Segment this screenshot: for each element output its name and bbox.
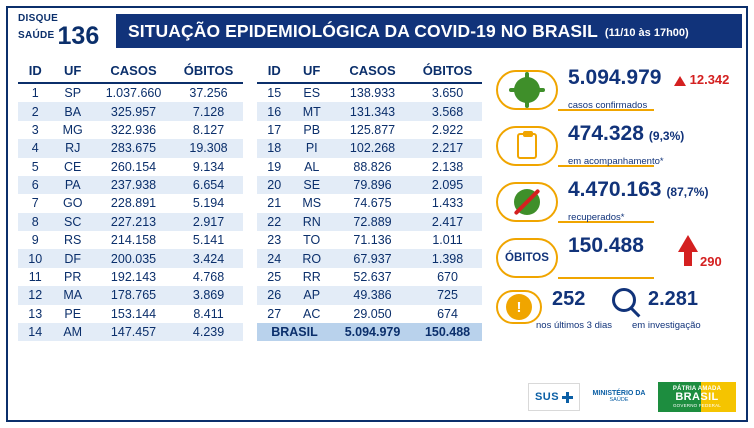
monitoring-label: em acompanhamento* — [568, 156, 664, 167]
cell-casos: 71.136 — [353, 233, 392, 248]
table-header-row — [257, 62, 482, 83]
column-header-uf: UF — [52, 62, 93, 83]
recovered-value — [568, 178, 708, 202]
last3days-value: 252 — [552, 288, 586, 310]
table-row — [257, 139, 482, 157]
magnifier-icon — [612, 288, 636, 312]
table-row — [18, 102, 243, 120]
patria-line2: BRASIL — [675, 391, 719, 404]
cell-casos: 52.637 — [353, 269, 392, 284]
patria-line1: PÁTRIA AMADA — [672, 385, 722, 392]
disque-saude-logo — [8, 14, 116, 49]
monitoring-number: 474.328 — [568, 122, 644, 145]
cell-id: 19 — [267, 159, 282, 174]
table-row — [257, 268, 482, 286]
title-bar — [116, 14, 742, 48]
page-title: SITUAÇÃO EPIDEMIOLÓGICA DA COVID-19 NO BRASIL — [128, 20, 598, 41]
confirmed-delta-value: 12.342 — [689, 72, 730, 87]
cell-casos: 228.891 — [110, 196, 157, 211]
cell-id: 16 — [257, 102, 291, 120]
column-header-obitos: ÓBITOS — [174, 62, 243, 83]
sus-logo — [528, 383, 580, 411]
column-header-casos: CASOS — [332, 62, 413, 83]
cell-id: 27 — [267, 306, 282, 321]
confirmed-delta — [674, 72, 729, 87]
cell-id: 25 — [267, 269, 282, 284]
cell-casos: 322.936 — [110, 122, 157, 137]
alert-icon: ! — [506, 294, 532, 320]
last3days-label: nos últimos 3 dias — [536, 320, 613, 331]
cell-uf: ES — [303, 86, 321, 101]
state-table-left — [18, 62, 243, 341]
patria-line3: GOVERNO FEDERAL — [672, 402, 721, 408]
column-header-casos: CASOS — [93, 62, 174, 83]
table-row — [257, 176, 482, 194]
cell-casos: 153.144 — [110, 306, 157, 321]
cell-id: 26 — [257, 286, 291, 304]
last3days-badge — [496, 290, 542, 324]
cell-uf: BA — [52, 102, 93, 120]
cell-uf: RR — [302, 269, 321, 284]
cell-id: 13 — [28, 306, 43, 321]
cell-id: 14 — [18, 323, 52, 341]
cell-obitos: 2.417 — [413, 213, 482, 231]
table-row — [257, 249, 482, 267]
cell-uf: PE — [64, 306, 82, 321]
cell-id: 21 — [267, 196, 282, 211]
deaths-badge-label: ÓBITOS — [505, 252, 549, 264]
table-row — [257, 231, 482, 249]
cell-id: 2 — [18, 102, 52, 120]
deaths-arrow-stem-icon — [684, 252, 692, 266]
table-row — [257, 305, 482, 323]
cell-obitos: 5.194 — [192, 196, 225, 211]
cell-id: 5 — [31, 159, 39, 174]
cell-obitos: 1.433 — [431, 196, 464, 211]
cell-casos: 79.896 — [332, 176, 413, 194]
cell-obitos: 2.138 — [431, 159, 464, 174]
cell-obitos: 1.398 — [413, 249, 482, 267]
state-tables — [18, 62, 488, 341]
cell-casos: 131.343 — [332, 102, 413, 120]
cell-casos: 214.158 — [110, 233, 157, 248]
cell-id: 8 — [18, 213, 52, 231]
cell-id: 11 — [28, 269, 42, 284]
cell-obitos: 1.011 — [432, 233, 463, 248]
table-row — [257, 158, 482, 176]
table-total-row — [257, 323, 482, 341]
header — [8, 8, 746, 54]
cell-uf: PA — [52, 176, 93, 194]
cell-obitos: 2.922 — [431, 122, 464, 137]
logo-line1: DISQUE — [18, 12, 59, 24]
footer-logos — [528, 382, 736, 412]
table-row — [18, 286, 243, 304]
investigation-value: 2.281 — [648, 288, 699, 310]
state-table-right — [257, 62, 482, 341]
cell-obitos: 9.134 — [192, 159, 225, 174]
cell-total-casos: 5.094.979 — [332, 323, 413, 341]
summary-panel — [496, 64, 746, 346]
table-row — [257, 83, 482, 102]
cell-uf: MT — [291, 102, 332, 120]
cell-obitos: 8.127 — [192, 122, 225, 137]
cell-obitos: 6.654 — [174, 176, 243, 194]
cell-id: 9 — [31, 233, 39, 248]
deaths-badge — [496, 238, 558, 278]
table-row — [18, 305, 243, 323]
cell-id: 24 — [257, 249, 291, 267]
cell-casos: 260.154 — [110, 159, 157, 174]
cell-casos: 325.957 — [93, 102, 174, 120]
cell-obitos: 19.308 — [174, 139, 243, 157]
logo-number: 136 — [57, 21, 100, 50]
cell-casos: 29.050 — [353, 306, 392, 321]
table-row — [257, 213, 482, 231]
monitoring-value — [568, 122, 684, 146]
table-row — [257, 121, 482, 139]
stat-bottom-row — [496, 288, 746, 346]
cell-casos: 200.035 — [93, 249, 174, 267]
table-row — [18, 231, 243, 249]
cell-casos: 102.268 — [332, 139, 413, 157]
cell-id: 20 — [257, 176, 291, 194]
table-row — [18, 249, 243, 267]
cell-casos: 88.826 — [353, 159, 392, 174]
deaths-delta: 290 — [700, 254, 722, 269]
deaths-underline — [558, 277, 654, 279]
cell-uf: MG — [62, 122, 83, 137]
up-arrow-icon — [674, 76, 686, 86]
cell-casos: 74.675 — [353, 196, 392, 211]
cross-icon — [562, 392, 573, 403]
cell-uf: RS — [64, 233, 82, 248]
cell-uf: CE — [64, 159, 82, 174]
cell-uf: SC — [52, 213, 93, 231]
cell-uf: SP — [64, 86, 82, 101]
deaths-arrow-head-icon — [678, 235, 698, 252]
deaths-value: 150.488 — [568, 234, 644, 257]
column-header-id: ID — [18, 62, 52, 83]
column-header-uf: UF — [291, 62, 332, 83]
cell-uf: DF — [52, 249, 93, 267]
cell-id: 1 — [31, 86, 39, 101]
table-row — [257, 194, 482, 212]
governo-federal-logo — [658, 382, 736, 412]
cell-obitos: 37.256 — [189, 86, 228, 101]
column-header-obitos: ÓBITOS — [413, 62, 482, 83]
header-timestamp: (11/10 às 17h00) — [604, 26, 689, 39]
cell-casos: 237.938 — [93, 176, 174, 194]
cell-uf: TO — [303, 233, 321, 248]
cell-obitos: 2.095 — [413, 176, 482, 194]
cell-id: 4 — [18, 139, 52, 157]
cell-casos: 283.675 — [93, 139, 174, 157]
cell-id: 23 — [267, 233, 282, 248]
investigation-icon-wrap — [612, 288, 636, 312]
cell-obitos: 4.239 — [174, 323, 243, 341]
cell-id: 6 — [18, 176, 52, 194]
ministerio-line1: MINISTÉRIO DA — [592, 390, 646, 398]
cell-uf: PB — [303, 122, 321, 137]
cell-casos: 67.937 — [332, 249, 413, 267]
cell-casos: 178.765 — [93, 286, 174, 304]
cell-id: 15 — [267, 86, 282, 101]
cell-uf: RN — [291, 213, 332, 231]
cell-uf: AL — [304, 159, 320, 174]
cell-obitos: 5.141 — [192, 233, 225, 248]
content-frame — [6, 6, 748, 422]
cell-casos: 192.143 — [110, 269, 157, 284]
table-row — [18, 158, 243, 176]
cell-obitos: 2.917 — [174, 213, 243, 231]
cell-obitos: 725 — [413, 286, 482, 304]
clipboard-icon — [517, 133, 537, 159]
stat-confirmed — [496, 64, 746, 120]
cell-casos: 147.457 — [93, 323, 174, 341]
virus-icon — [514, 77, 540, 103]
cell-obitos: 3.424 — [174, 249, 243, 267]
table-row — [18, 139, 243, 157]
cell-casos: 72.889 — [332, 213, 413, 231]
stat-recovered — [496, 176, 746, 232]
cell-uf: SE — [291, 176, 332, 194]
cell-id: 18 — [257, 139, 291, 157]
ministerio-line2: SAÚDE — [609, 396, 629, 403]
cell-casos: 49.386 — [332, 286, 413, 304]
recovered-number: 4.470.163 — [568, 178, 662, 201]
table-row — [18, 83, 243, 102]
table-row — [18, 268, 243, 286]
cell-id: 3 — [31, 122, 39, 137]
cell-obitos: 3.650 — [431, 86, 464, 101]
cell-uf: MS — [302, 196, 322, 211]
investigation-label: em investigação — [632, 320, 701, 331]
recovered-label: recuperados* — [568, 212, 625, 223]
stat-deaths — [496, 232, 746, 288]
table-row — [257, 102, 482, 120]
cell-uf: AC — [303, 306, 321, 321]
cell-casos: 138.933 — [349, 86, 396, 101]
cell-obitos: 7.128 — [174, 102, 243, 120]
cell-id: 10 — [18, 249, 52, 267]
logo-line2: SAÚDE — [18, 30, 55, 41]
cell-obitos: 8.411 — [193, 306, 224, 321]
cell-uf: RJ — [52, 139, 93, 157]
table-row — [18, 194, 243, 212]
table-row — [18, 323, 243, 341]
confirmed-value: 5.094.979 — [568, 66, 662, 89]
cell-id: 12 — [18, 286, 52, 304]
cell-casos: 125.877 — [349, 122, 396, 137]
confirmed-label: casos confirmados — [568, 100, 648, 111]
cell-uf: PR — [64, 269, 82, 284]
table-row — [18, 176, 243, 194]
table-row — [18, 121, 243, 139]
column-header-id: ID — [257, 62, 291, 83]
cell-uf: MA — [52, 286, 93, 304]
cell-casos: 1.037.660 — [105, 86, 162, 101]
recovered-badge — [496, 182, 558, 222]
cell-obitos: 2.217 — [413, 139, 482, 157]
cell-id: 17 — [267, 122, 282, 137]
slash-mark — [514, 189, 541, 216]
cell-uf: AM — [52, 323, 93, 341]
cell-uf: GO — [62, 196, 83, 211]
cell-obitos: 674 — [437, 306, 458, 321]
confirmed-badge — [496, 70, 558, 110]
monitoring-badge — [496, 126, 558, 166]
sus-text: SUS — [534, 391, 560, 403]
cell-obitos: 3.568 — [413, 102, 482, 120]
table-row — [257, 286, 482, 304]
cell-uf: PI — [291, 139, 332, 157]
cell-id: 7 — [31, 196, 39, 211]
cell-obitos: 670 — [437, 269, 458, 284]
cell-obitos: 3.869 — [174, 286, 243, 304]
cell-uf: AP — [291, 286, 332, 304]
cell-obitos: 4.768 — [192, 269, 225, 284]
table-header-row — [18, 62, 243, 83]
cell-total-obitos: 150.488 — [413, 323, 482, 341]
recovered-percent: (87,7%) — [666, 185, 709, 199]
cell-total-label: BRASIL — [257, 323, 332, 341]
monitoring-percent: (9,3%) — [648, 129, 685, 143]
cell-casos: 227.213 — [93, 213, 174, 231]
stat-monitoring — [496, 120, 746, 176]
cell-id: 22 — [257, 213, 291, 231]
cell-uf: RO — [291, 249, 332, 267]
ministerio-saude-logo — [586, 383, 652, 411]
table-row — [18, 213, 243, 231]
no-virus-icon — [514, 189, 540, 215]
